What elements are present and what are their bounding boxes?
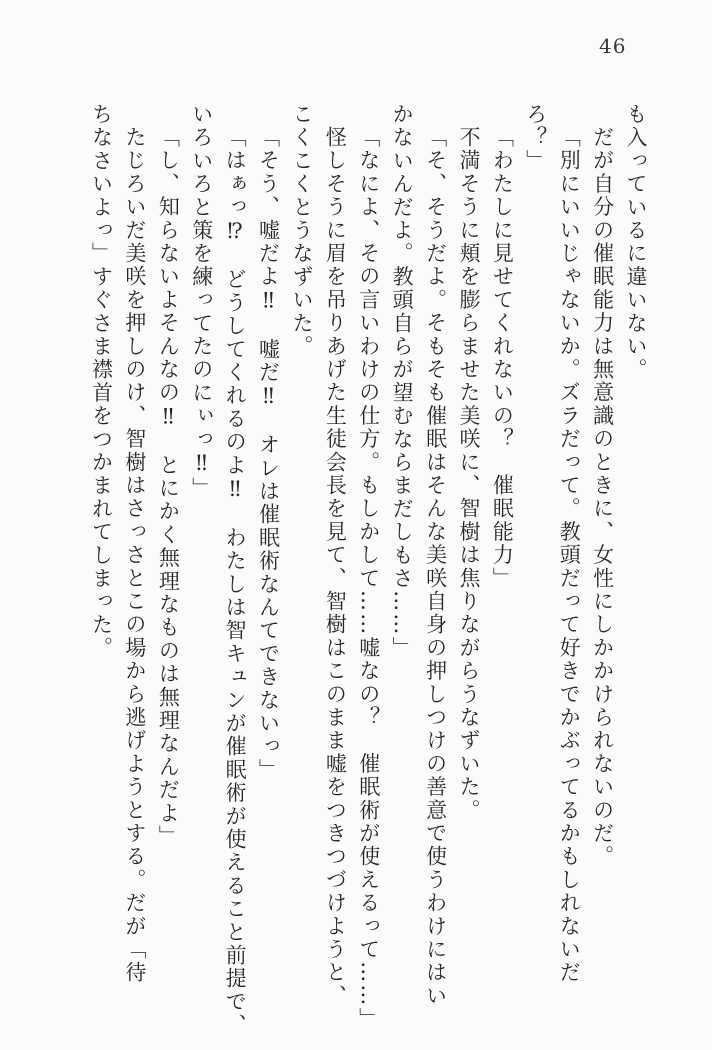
text-line: 「別にいいじゃないか。ズラだって。教頭だって好きでかぶってるかもしれないだ [557,126,582,985]
text-line: 「し、知らないよそんなの‼ とにかく無理なものは無理なんだよ」 [156,126,181,849]
text-line: かないんだよ。教頭自らが望むならまだしもさ……」 [390,103,415,660]
text-line: 不満そうに頬を膨らませた美咲に、智樹は焦りながらうなずいた。 [456,126,481,823]
text-line: 「わたしに見せてくれないの？ 催眠能力」 [490,126,515,591]
text-line: 「そう、嘘だよ‼ 嘘だ‼ オレは催眠術なんてできないっ」 [256,126,281,782]
text-block [84,103,652,1037]
text-line: も入っているに違いない。 [624,103,648,382]
text-line: 「なによ、その言いわけの仕方。もしかして……嘘なの？ 催眠術が使えるって……」 [356,126,381,1031]
text-line: たじろいだ美咲を押しのけ、智樹はさっさとこの場から逃げようとする。だが「待 [122,126,147,985]
text-line: いろいろと策を練ってたのにぃっ‼」 [189,103,214,501]
text-line: こくこくとうなずいた。 [289,103,314,359]
text-line: 「そ、そうだよ。そもそも催眠はそんな美咲自身の押しつけの善意で使うわけにはい [423,126,448,1008]
text-line: だが自分の催眠能力は無意識のときに、女性にしかかけられないのだ。 [590,126,615,869]
text-line: ろ？」 [523,103,548,173]
text-line: 「はぁっ⁉ どうしてくれるのよ‼ わたしは智キュンが催眠術が使えること前提で、 [223,126,248,1037]
page-number: 46 [599,34,627,58]
text-line: 怪しそうに眉を吊りあげた生徒会長を見て、智樹はこのまま嘘をつきつづけようと、 [323,126,348,1008]
text-line: ちなさいよっ」すぐさま襟首をつかまれてしまった。 [89,103,114,660]
